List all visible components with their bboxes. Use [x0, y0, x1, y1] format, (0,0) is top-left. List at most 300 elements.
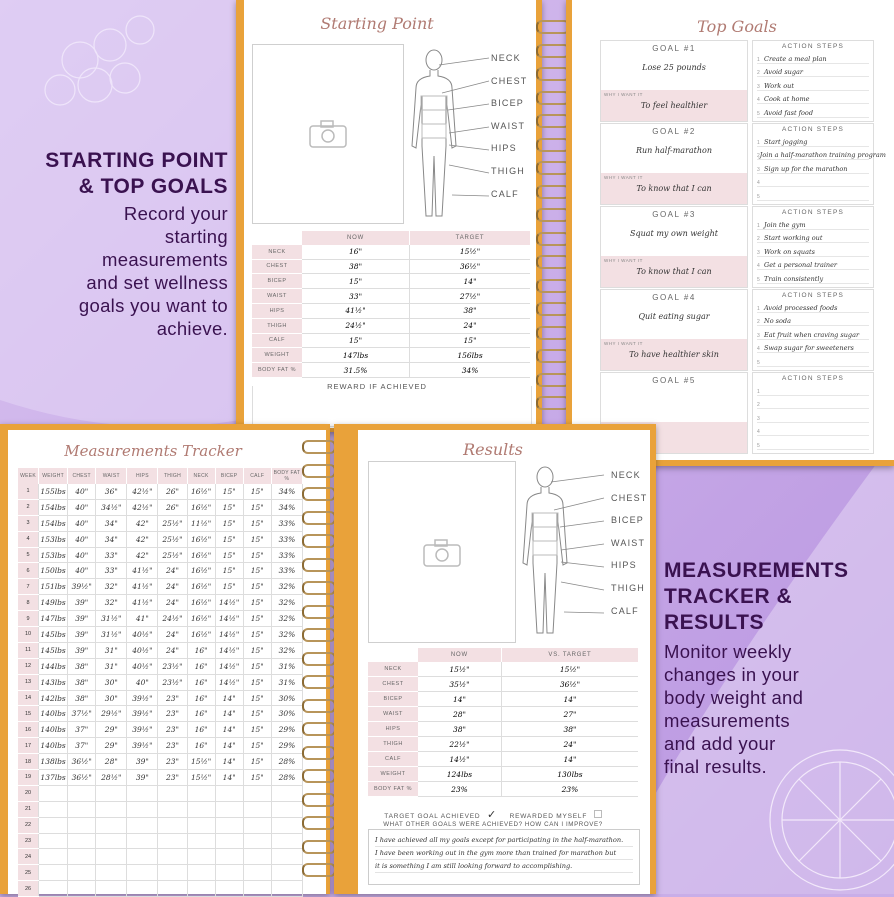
tracker-cell[interactable] — [158, 785, 187, 801]
tracker-cell[interactable]: 24" — [158, 642, 187, 658]
tracker-cell[interactable]: 31½" — [96, 611, 127, 627]
tracker-cell[interactable] — [215, 881, 243, 897]
tracker-cell[interactable]: 140lbs — [39, 738, 68, 754]
tracker-cell[interactable] — [127, 833, 158, 849]
tracker-cell[interactable]: 41½" — [127, 563, 158, 579]
tracker-cell[interactable]: 34" — [96, 515, 127, 531]
tracker-cell[interactable]: 14½" — [215, 658, 243, 674]
value-target[interactable]: 34% — [410, 363, 530, 378]
tracker-cell[interactable]: 39" — [68, 627, 96, 643]
tracker-cell[interactable]: 15" — [243, 579, 271, 595]
value-now[interactable]: 38" — [418, 722, 501, 737]
tracker-cell[interactable]: 26" — [158, 499, 187, 515]
value-target[interactable]: 15½" — [501, 662, 638, 677]
tracker-cell[interactable]: 39½" — [127, 690, 158, 706]
tracker-cell[interactable]: 40" — [68, 499, 96, 515]
tracker-cell[interactable] — [187, 849, 215, 865]
tracker-cell[interactable]: 34½" — [96, 499, 127, 515]
action-step[interactable] — [757, 64, 869, 78]
tracker-cell[interactable]: 15" — [215, 515, 243, 531]
goal-text[interactable]: Lose 25 pounds — [642, 63, 706, 72]
tracker-cell[interactable]: 15" — [243, 627, 271, 643]
tracker-cell[interactable] — [187, 785, 215, 801]
tracker-cell[interactable]: 39" — [127, 770, 158, 786]
tracker-cell[interactable]: 15" — [215, 499, 243, 515]
tracker-cell[interactable]: 40½" — [127, 642, 158, 658]
tracker-cell[interactable]: 23" — [158, 738, 187, 754]
tracker-cell[interactable]: 39½" — [127, 738, 158, 754]
tracker-cell[interactable]: 29" — [96, 738, 127, 754]
tracker-cell[interactable]: 23" — [158, 690, 187, 706]
action-step[interactable] — [757, 230, 869, 244]
tracker-cell[interactable] — [39, 817, 68, 833]
tracker-cell[interactable]: 154lbs — [39, 499, 68, 515]
value-now[interactable]: 124lbs — [418, 767, 501, 782]
tracker-cell[interactable]: 32" — [96, 579, 127, 595]
tracker-cell[interactable]: 15" — [215, 579, 243, 595]
tracker-cell[interactable]: 38" — [68, 690, 96, 706]
tracker-cell[interactable]: 36" — [96, 484, 127, 499]
tracker-cell[interactable]: 16½" — [187, 595, 215, 611]
tracker-cell[interactable] — [243, 817, 271, 833]
tracker-cell[interactable]: 24" — [158, 627, 187, 643]
tracker-cell[interactable]: 144lbs — [39, 658, 68, 674]
tracker-cell[interactable]: 42" — [127, 515, 158, 531]
tracker-cell[interactable]: 14" — [215, 690, 243, 706]
tracker-cell[interactable]: 30" — [96, 690, 127, 706]
value-target[interactable]: 14" — [501, 692, 638, 707]
tracker-cell[interactable]: 147lbs — [39, 611, 68, 627]
goal-text[interactable]: Run half-marathon — [635, 146, 712, 155]
tracker-cell[interactable]: 23½" — [158, 674, 187, 690]
action-step[interactable] — [757, 340, 869, 354]
note-line[interactable]: I have been working out in the gym more than trained for marathon but — [375, 847, 633, 860]
tracker-cell[interactable]: 143lbs — [39, 674, 68, 690]
tracker-cell[interactable] — [215, 817, 243, 833]
tracker-cell[interactable] — [96, 849, 127, 865]
tracker-cell[interactable]: 140lbs — [39, 706, 68, 722]
tracker-cell[interactable]: 40" — [127, 674, 158, 690]
tracker-cell[interactable]: 31% — [271, 674, 302, 690]
action-step[interactable] — [757, 77, 869, 91]
value-now[interactable]: 24½" — [302, 318, 410, 333]
tracker-cell[interactable]: 142lbs — [39, 690, 68, 706]
tracker-cell[interactable]: 16½" — [187, 484, 215, 499]
target-achieved-check[interactable]: ✓ — [486, 809, 497, 821]
tracker-cell[interactable] — [187, 881, 215, 897]
tracker-cell[interactable] — [243, 801, 271, 817]
tracker-cell[interactable] — [96, 785, 127, 801]
tracker-cell[interactable]: 26" — [158, 484, 187, 499]
tracker-cell[interactable]: 39" — [127, 754, 158, 770]
tracker-cell[interactable]: 15" — [243, 563, 271, 579]
value-now[interactable]: 33" — [302, 289, 410, 304]
tracker-cell[interactable]: 15" — [243, 658, 271, 674]
tracker-cell[interactable]: 15" — [243, 547, 271, 563]
goal-text[interactable] — [601, 395, 747, 407]
tracker-cell[interactable]: 15" — [243, 484, 271, 499]
tracker-cell[interactable]: 39" — [68, 595, 96, 611]
tracker-cell[interactable]: 15" — [243, 674, 271, 690]
tracker-cell[interactable]: 33% — [271, 547, 302, 563]
tracker-cell[interactable]: 39" — [68, 642, 96, 658]
action-step[interactable] — [757, 187, 869, 201]
tracker-cell[interactable]: 33% — [271, 515, 302, 531]
action-step[interactable] — [757, 423, 869, 437]
tracker-cell[interactable] — [127, 849, 158, 865]
tracker-cell[interactable]: 30% — [271, 690, 302, 706]
tracker-cell[interactable] — [187, 817, 215, 833]
tracker-cell[interactable]: 31% — [271, 658, 302, 674]
action-step[interactable] — [757, 299, 869, 313]
action-step[interactable] — [757, 216, 869, 230]
tracker-cell[interactable]: 14" — [215, 706, 243, 722]
tracker-cell[interactable] — [215, 785, 243, 801]
tracker-cell[interactable]: 16" — [187, 674, 215, 690]
tracker-cell[interactable]: 36½" — [68, 754, 96, 770]
value-target[interactable]: 14" — [501, 752, 638, 767]
tracker-cell[interactable] — [158, 865, 187, 881]
tracker-cell[interactable] — [271, 865, 302, 881]
tracker-cell[interactable]: 16½" — [187, 547, 215, 563]
tracker-cell[interactable] — [271, 801, 302, 817]
action-step[interactable] — [757, 326, 869, 340]
tracker-cell[interactable]: 40" — [68, 563, 96, 579]
note-line[interactable]: I have achieved all my goals except for participating in the half-marathon. — [375, 834, 633, 847]
action-step[interactable] — [757, 382, 869, 396]
tracker-cell[interactable]: 16" — [187, 642, 215, 658]
action-step[interactable] — [757, 436, 869, 450]
tracker-cell[interactable]: 42½" — [127, 484, 158, 499]
rewarded-checkbox[interactable] — [594, 810, 602, 818]
tracker-cell[interactable]: 23" — [158, 706, 187, 722]
tracker-cell[interactable] — [127, 801, 158, 817]
tracker-cell[interactable] — [271, 849, 302, 865]
tracker-cell[interactable]: 14½" — [215, 674, 243, 690]
tracker-cell[interactable]: 23" — [158, 770, 187, 786]
tracker-cell[interactable]: 32% — [271, 642, 302, 658]
tracker-cell[interactable]: 137lbs — [39, 770, 68, 786]
action-step[interactable] — [757, 257, 869, 271]
value-target[interactable]: 156lbs — [410, 348, 530, 363]
tracker-cell[interactable]: 32% — [271, 595, 302, 611]
tracker-cell[interactable]: 30% — [271, 706, 302, 722]
tracker-cell[interactable]: 14½" — [215, 611, 243, 627]
tracker-cell[interactable]: 31½" — [96, 627, 127, 643]
value-target[interactable]: 38" — [410, 303, 530, 318]
tracker-cell[interactable]: 33% — [271, 531, 302, 547]
value-now[interactable]: 15" — [302, 274, 410, 289]
tracker-cell[interactable]: 140lbs — [39, 722, 68, 738]
tracker-cell[interactable] — [158, 849, 187, 865]
value-target[interactable]: 36½" — [410, 259, 530, 274]
value-target[interactable]: 15½" — [410, 245, 530, 259]
tracker-cell[interactable]: 15" — [243, 690, 271, 706]
tracker-cell[interactable]: 15" — [243, 611, 271, 627]
tracker-cell[interactable]: 40" — [68, 547, 96, 563]
tracker-cell[interactable]: 23" — [158, 722, 187, 738]
tracker-cell[interactable] — [39, 849, 68, 865]
value-target[interactable]: 36½" — [501, 677, 638, 692]
value-now[interactable]: 14½" — [418, 752, 501, 767]
tracker-cell[interactable]: 154lbs — [39, 515, 68, 531]
action-step[interactable] — [757, 409, 869, 423]
tracker-cell[interactable]: 15" — [243, 642, 271, 658]
tracker-cell[interactable]: 32% — [271, 611, 302, 627]
action-step[interactable] — [757, 313, 869, 327]
value-now[interactable]: 16" — [302, 245, 410, 259]
value-now[interactable]: 23% — [418, 782, 501, 797]
action-step[interactable] — [757, 396, 869, 410]
tracker-cell[interactable] — [243, 865, 271, 881]
tracker-cell[interactable]: 42½" — [127, 499, 158, 515]
tracker-cell[interactable] — [271, 785, 302, 801]
value-now[interactable]: 147lbs — [302, 348, 410, 363]
tracker-cell[interactable]: 32" — [96, 595, 127, 611]
tracker-cell[interactable] — [68, 881, 96, 897]
value-target[interactable]: 38" — [501, 722, 638, 737]
tracker-cell[interactable]: 40½" — [127, 658, 158, 674]
tracker-cell[interactable]: 23½" — [158, 658, 187, 674]
tracker-cell[interactable]: 40" — [68, 484, 96, 499]
tracker-cell[interactable]: 40" — [68, 531, 96, 547]
tracker-cell[interactable]: 39½" — [68, 579, 96, 595]
tracker-cell[interactable]: 39½" — [127, 706, 158, 722]
tracker-cell[interactable]: 29" — [96, 722, 127, 738]
tracker-cell[interactable] — [243, 849, 271, 865]
tracker-cell[interactable] — [127, 785, 158, 801]
tracker-cell[interactable] — [96, 801, 127, 817]
tracker-cell[interactable]: 38" — [68, 658, 96, 674]
note-line[interactable]: it is something I am still looking forward to accomplishing. — [375, 860, 633, 873]
tracker-cell[interactable]: 29% — [271, 722, 302, 738]
value-now[interactable]: 28" — [418, 707, 501, 722]
value-target[interactable]: 24" — [410, 318, 530, 333]
tracker-cell[interactable]: 16" — [187, 738, 215, 754]
value-target[interactable]: 27½" — [410, 289, 530, 304]
tracker-cell[interactable] — [68, 833, 96, 849]
tracker-cell[interactable]: 15" — [243, 595, 271, 611]
action-step[interactable] — [757, 174, 869, 188]
tracker-cell[interactable]: 38" — [68, 674, 96, 690]
tracker-cell[interactable]: 23" — [158, 754, 187, 770]
tracker-cell[interactable]: 16½" — [187, 579, 215, 595]
tracker-cell[interactable] — [127, 881, 158, 897]
tracker-cell[interactable]: 15" — [243, 738, 271, 754]
value-target[interactable]: 27" — [501, 707, 638, 722]
tracker-cell[interactable]: 15" — [215, 547, 243, 563]
tracker-cell[interactable] — [127, 865, 158, 881]
tracker-cell[interactable] — [158, 817, 187, 833]
tracker-cell[interactable] — [39, 833, 68, 849]
tracker-cell[interactable]: 33% — [271, 563, 302, 579]
tracker-cell[interactable]: 41½" — [127, 595, 158, 611]
tracker-cell[interactable] — [68, 849, 96, 865]
tracker-cell[interactable]: 15" — [243, 515, 271, 531]
tracker-cell[interactable]: 41½" — [127, 579, 158, 595]
tracker-cell[interactable]: 33" — [96, 563, 127, 579]
tracker-cell[interactable]: 24" — [158, 563, 187, 579]
value-now[interactable]: 15½" — [418, 662, 501, 677]
action-step[interactable] — [757, 104, 869, 118]
tracker-cell[interactable]: 16" — [187, 690, 215, 706]
tracker-cell[interactable] — [39, 865, 68, 881]
tracker-cell[interactable]: 16½" — [187, 499, 215, 515]
tracker-cell[interactable] — [96, 817, 127, 833]
tracker-cell[interactable]: 138lbs — [39, 754, 68, 770]
tracker-cell[interactable]: 16" — [187, 658, 215, 674]
tracker-cell[interactable]: 25½" — [158, 547, 187, 563]
tracker-cell[interactable] — [215, 833, 243, 849]
tracker-cell[interactable]: 145lbs — [39, 627, 68, 643]
tracker-cell[interactable]: 42" — [127, 547, 158, 563]
tracker-cell[interactable]: 150lbs — [39, 563, 68, 579]
value-target[interactable]: 23% — [501, 782, 638, 797]
tracker-cell[interactable]: 11½" — [187, 515, 215, 531]
tracker-cell[interactable] — [215, 865, 243, 881]
tracker-cell[interactable] — [243, 881, 271, 897]
tracker-cell[interactable]: 16½" — [187, 531, 215, 547]
value-now[interactable]: 31.5% — [302, 363, 410, 378]
tracker-cell[interactable] — [215, 801, 243, 817]
tracker-cell[interactable]: 42" — [127, 531, 158, 547]
tracker-cell[interactable]: 153lbs — [39, 531, 68, 547]
action-step[interactable] — [757, 160, 869, 174]
tracker-cell[interactable]: 41" — [127, 611, 158, 627]
goal-text[interactable]: Squat my own weight — [630, 229, 718, 238]
tracker-cell[interactable] — [271, 833, 302, 849]
tracker-cell[interactable]: 39½" — [127, 722, 158, 738]
tracker-cell[interactable]: 24" — [158, 595, 187, 611]
action-step[interactable] — [757, 353, 869, 367]
tracker-cell[interactable] — [243, 785, 271, 801]
tracker-cell[interactable]: 153lbs — [39, 547, 68, 563]
tracker-cell[interactable]: 37" — [68, 738, 96, 754]
tracker-cell[interactable]: 31" — [96, 658, 127, 674]
tracker-cell[interactable] — [96, 881, 127, 897]
tracker-cell[interactable] — [271, 881, 302, 897]
tracker-cell[interactable]: 16" — [187, 722, 215, 738]
tracker-cell[interactable]: 15½" — [187, 754, 215, 770]
action-step[interactable] — [757, 50, 869, 64]
tracker-cell[interactable]: 33" — [96, 547, 127, 563]
tracker-cell[interactable]: 14" — [215, 738, 243, 754]
tracker-cell[interactable]: 15" — [243, 754, 271, 770]
tracker-cell[interactable]: 14½" — [215, 595, 243, 611]
tracker-cell[interactable] — [96, 833, 127, 849]
tracker-cell[interactable]: 15" — [243, 706, 271, 722]
value-target[interactable]: 15" — [410, 333, 530, 348]
goal-text[interactable]: Quit eating sugar — [638, 312, 710, 321]
tracker-cell[interactable]: 31" — [96, 642, 127, 658]
tracker-cell[interactable]: 15½" — [187, 770, 215, 786]
value-now[interactable]: 14" — [418, 692, 501, 707]
why-text[interactable]: To have healthier skin — [629, 350, 719, 359]
tracker-cell[interactable] — [68, 817, 96, 833]
tracker-cell[interactable]: 145lbs — [39, 642, 68, 658]
tracker-cell[interactable]: 15" — [243, 499, 271, 515]
value-now[interactable]: 41½" — [302, 303, 410, 318]
tracker-cell[interactable]: 40½" — [127, 627, 158, 643]
value-now[interactable]: 22½" — [418, 737, 501, 752]
tracker-cell[interactable] — [39, 881, 68, 897]
value-target[interactable]: 24" — [501, 737, 638, 752]
tracker-cell[interactable]: 32% — [271, 627, 302, 643]
tracker-cell[interactable]: 149lbs — [39, 595, 68, 611]
value-target[interactable]: 130lbs — [501, 767, 638, 782]
tracker-cell[interactable]: 16½" — [187, 627, 215, 643]
tracker-cell[interactable] — [215, 849, 243, 865]
why-text[interactable]: To feel healthier — [640, 101, 708, 110]
value-now[interactable]: 38" — [302, 259, 410, 274]
tracker-cell[interactable]: 29% — [271, 738, 302, 754]
tracker-cell[interactable]: 28" — [96, 754, 127, 770]
tracker-cell[interactable]: 15" — [215, 563, 243, 579]
tracker-cell[interactable] — [68, 801, 96, 817]
tracker-cell[interactable]: 15" — [243, 531, 271, 547]
tracker-cell[interactable]: 14" — [215, 722, 243, 738]
tracker-cell[interactable] — [39, 785, 68, 801]
tracker-cell[interactable] — [158, 881, 187, 897]
tracker-cell[interactable] — [96, 865, 127, 881]
tracker-cell[interactable] — [243, 833, 271, 849]
tracker-cell[interactable] — [127, 817, 158, 833]
action-step[interactable] — [757, 91, 869, 105]
tracker-cell[interactable]: 25½" — [158, 515, 187, 531]
tracker-cell[interactable] — [187, 801, 215, 817]
tracker-cell[interactable]: 37½" — [68, 706, 96, 722]
tracker-cell[interactable] — [158, 801, 187, 817]
tracker-cell[interactable]: 16½" — [187, 563, 215, 579]
tracker-cell[interactable] — [187, 833, 215, 849]
tracker-cell[interactable]: 34" — [96, 531, 127, 547]
tracker-cell[interactable]: 28% — [271, 754, 302, 770]
tracker-cell[interactable]: 14" — [215, 754, 243, 770]
tracker-cell[interactable]: 34% — [271, 484, 302, 499]
tracker-cell[interactable]: 14½" — [215, 642, 243, 658]
tracker-cell[interactable]: 32% — [271, 579, 302, 595]
action-step[interactable] — [757, 133, 869, 147]
tracker-cell[interactable]: 30" — [96, 674, 127, 690]
tracker-cell[interactable]: 16½" — [187, 611, 215, 627]
why-text[interactable]: To know that I can — [636, 267, 712, 276]
tracker-cell[interactable]: 29½" — [96, 706, 127, 722]
tracker-cell[interactable]: 15" — [215, 531, 243, 547]
tracker-cell[interactable]: 16" — [187, 706, 215, 722]
action-step[interactable] — [757, 147, 886, 161]
value-target[interactable]: 14" — [410, 274, 530, 289]
tracker-cell[interactable]: 28% — [271, 770, 302, 786]
tracker-cell[interactable]: 36½" — [68, 770, 96, 786]
tracker-cell[interactable] — [68, 865, 96, 881]
tracker-cell[interactable] — [158, 833, 187, 849]
tracker-cell[interactable] — [271, 817, 302, 833]
tracker-cell[interactable]: 15" — [215, 484, 243, 499]
tracker-cell[interactable]: 39" — [68, 611, 96, 627]
tracker-cell[interactable]: 24½" — [158, 611, 187, 627]
tracker-cell[interactable]: 37" — [68, 722, 96, 738]
tracker-cell[interactable] — [187, 865, 215, 881]
tracker-cell[interactable]: 14" — [215, 770, 243, 786]
tracker-cell[interactable]: 15" — [243, 722, 271, 738]
value-now[interactable]: 15" — [302, 333, 410, 348]
why-text[interactable]: To know that I can — [636, 184, 712, 193]
tracker-cell[interactable]: 24" — [158, 579, 187, 595]
value-now[interactable]: 35½" — [418, 677, 501, 692]
tracker-cell[interactable]: 25½" — [158, 531, 187, 547]
tracker-cell[interactable] — [68, 785, 96, 801]
tracker-cell[interactable]: 34% — [271, 499, 302, 515]
